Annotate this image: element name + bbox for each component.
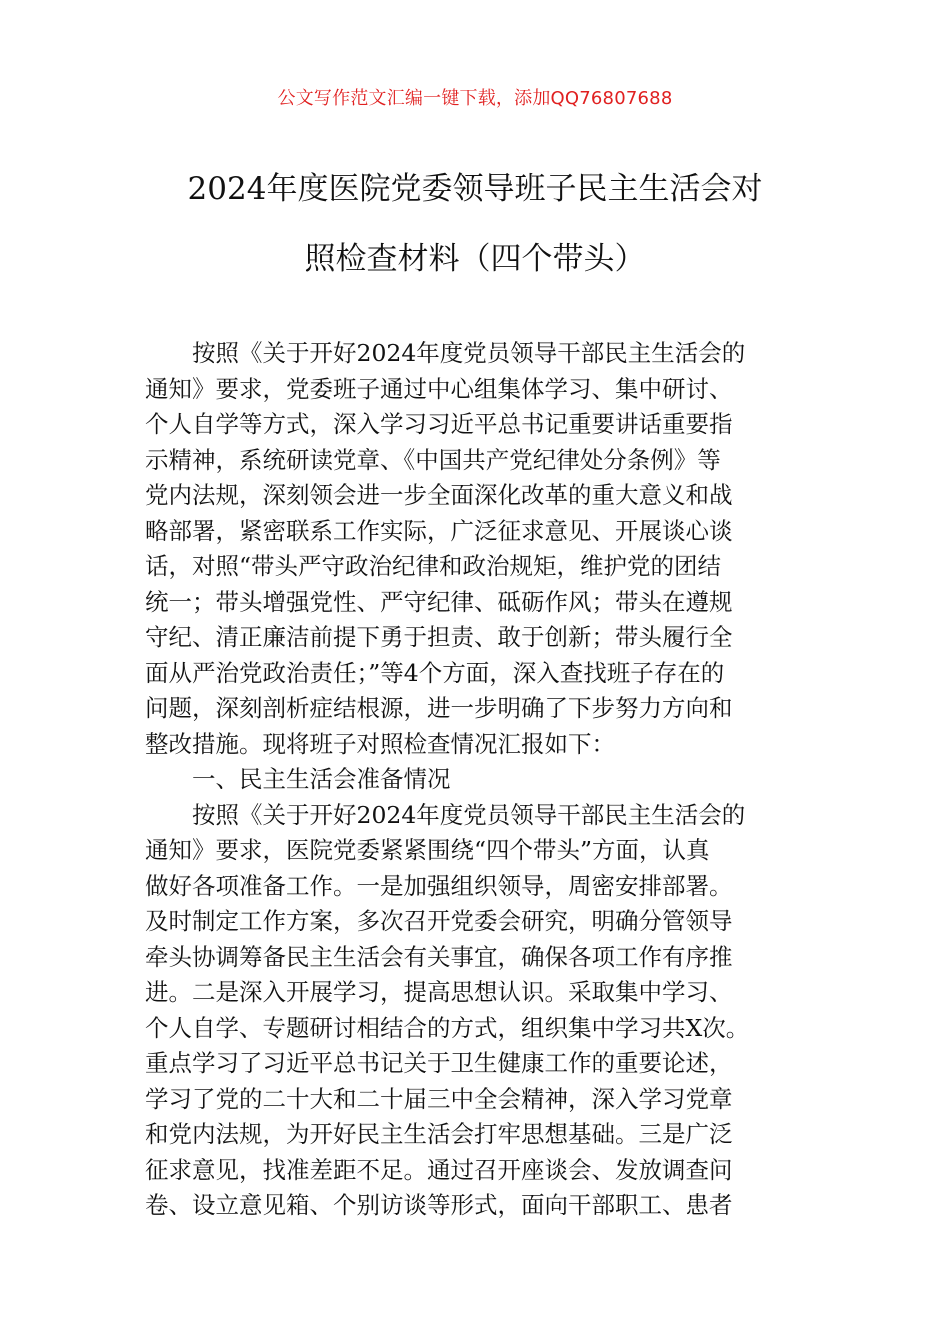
title-line: 2024年度医院党委领导班子民主生活会对	[187, 171, 763, 207]
paragraph-line: 面从严治党政治责任；”等4个方面，深入查找班子存在的	[145, 658, 725, 687]
paragraph-line: 牵头协调筹备民主生活会有关事宜，确保各项工作有序推	[145, 942, 733, 971]
paragraph-line: 问题，深刻剖析症结根源，进一步明确了下步努力方向和	[145, 694, 733, 722]
paragraph-line: 个人自学等方式，深入学习习近平总书记重要讲话重要指	[145, 410, 733, 438]
paragraph-line: 按照《关于开好2024年度党员领导干部民主生活会的	[192, 800, 746, 829]
paragraph-line: 通知》要求，医院党委紧紧围绕“四个带头”方面，认真	[145, 836, 710, 864]
paragraph-line: 整改措施。现将班子对照检查情况汇报如下：	[145, 729, 615, 758]
paragraph-line: 征求意见，找准差距不足。通过召开座谈会、发放调查问	[145, 1155, 733, 1184]
paragraph-line: 重点学习了习近平总书记关于卫生健康工作的重要论述，	[145, 1049, 733, 1077]
title-line: 照检查材料（四个带头）	[304, 241, 646, 277]
document-body	[145, 336, 810, 1224]
paragraph-line: 略部署，紧密联系工作实际，广泛征求意见、开展谈心谈	[145, 516, 733, 545]
paragraph-line: 统一；带头增强党性、严守纪律、砥砺作风；带头在遵规	[145, 587, 733, 616]
watermark-banner: 公文写作范文汇编一键下载，添加QQ76807688	[277, 88, 673, 109]
paragraph-line: 通知》要求，党委班子通过中心组集体学习、集中研讨、	[145, 374, 733, 403]
paragraph-line: 话，对照“带头严守政治纪律和政治规矩，维护党的团结	[145, 552, 722, 580]
section-heading: 一、民主生活会准备情况	[192, 765, 451, 793]
paragraph-line: 学习了党的二十大和二十届三中全会精神，深入学习党章	[145, 1084, 733, 1113]
paragraph-line: 个人自学、专题研讨相结合的方式，组织集中学习共X次。	[145, 1013, 750, 1042]
document-title	[120, 154, 830, 294]
paragraph-line: 守纪、清正廉洁前提下勇于担责、敢于创新；带头履行全	[145, 623, 733, 651]
paragraph-line: 按照《关于开好2024年度党员领导干部民主生活会的	[192, 339, 746, 367]
paragraph-line: 进。二是深入开展学习，提高思想认识。采取集中学习、	[145, 978, 733, 1006]
paragraph-line: 卷、设立意见箱、个别访谈等形式，面向干部职工、患者	[145, 1191, 733, 1219]
paragraph-line: 和党内法规，为开好民主生活会打牢思想基础。三是广泛	[145, 1120, 733, 1148]
paragraph-line: 示精神，系统研读党章、《中国共产党纪律处分条例》等	[145, 445, 721, 474]
paragraph-line: 及时制定工作方案，多次召开党委会研究，明确分管领导	[145, 907, 733, 935]
paragraph-line: 做好各项准备工作。一是加强组织领导，周密安排部署。	[145, 871, 733, 900]
paragraph-line: 党内法规，深刻领会进一步全面深化改革的重大意义和战	[145, 481, 733, 509]
